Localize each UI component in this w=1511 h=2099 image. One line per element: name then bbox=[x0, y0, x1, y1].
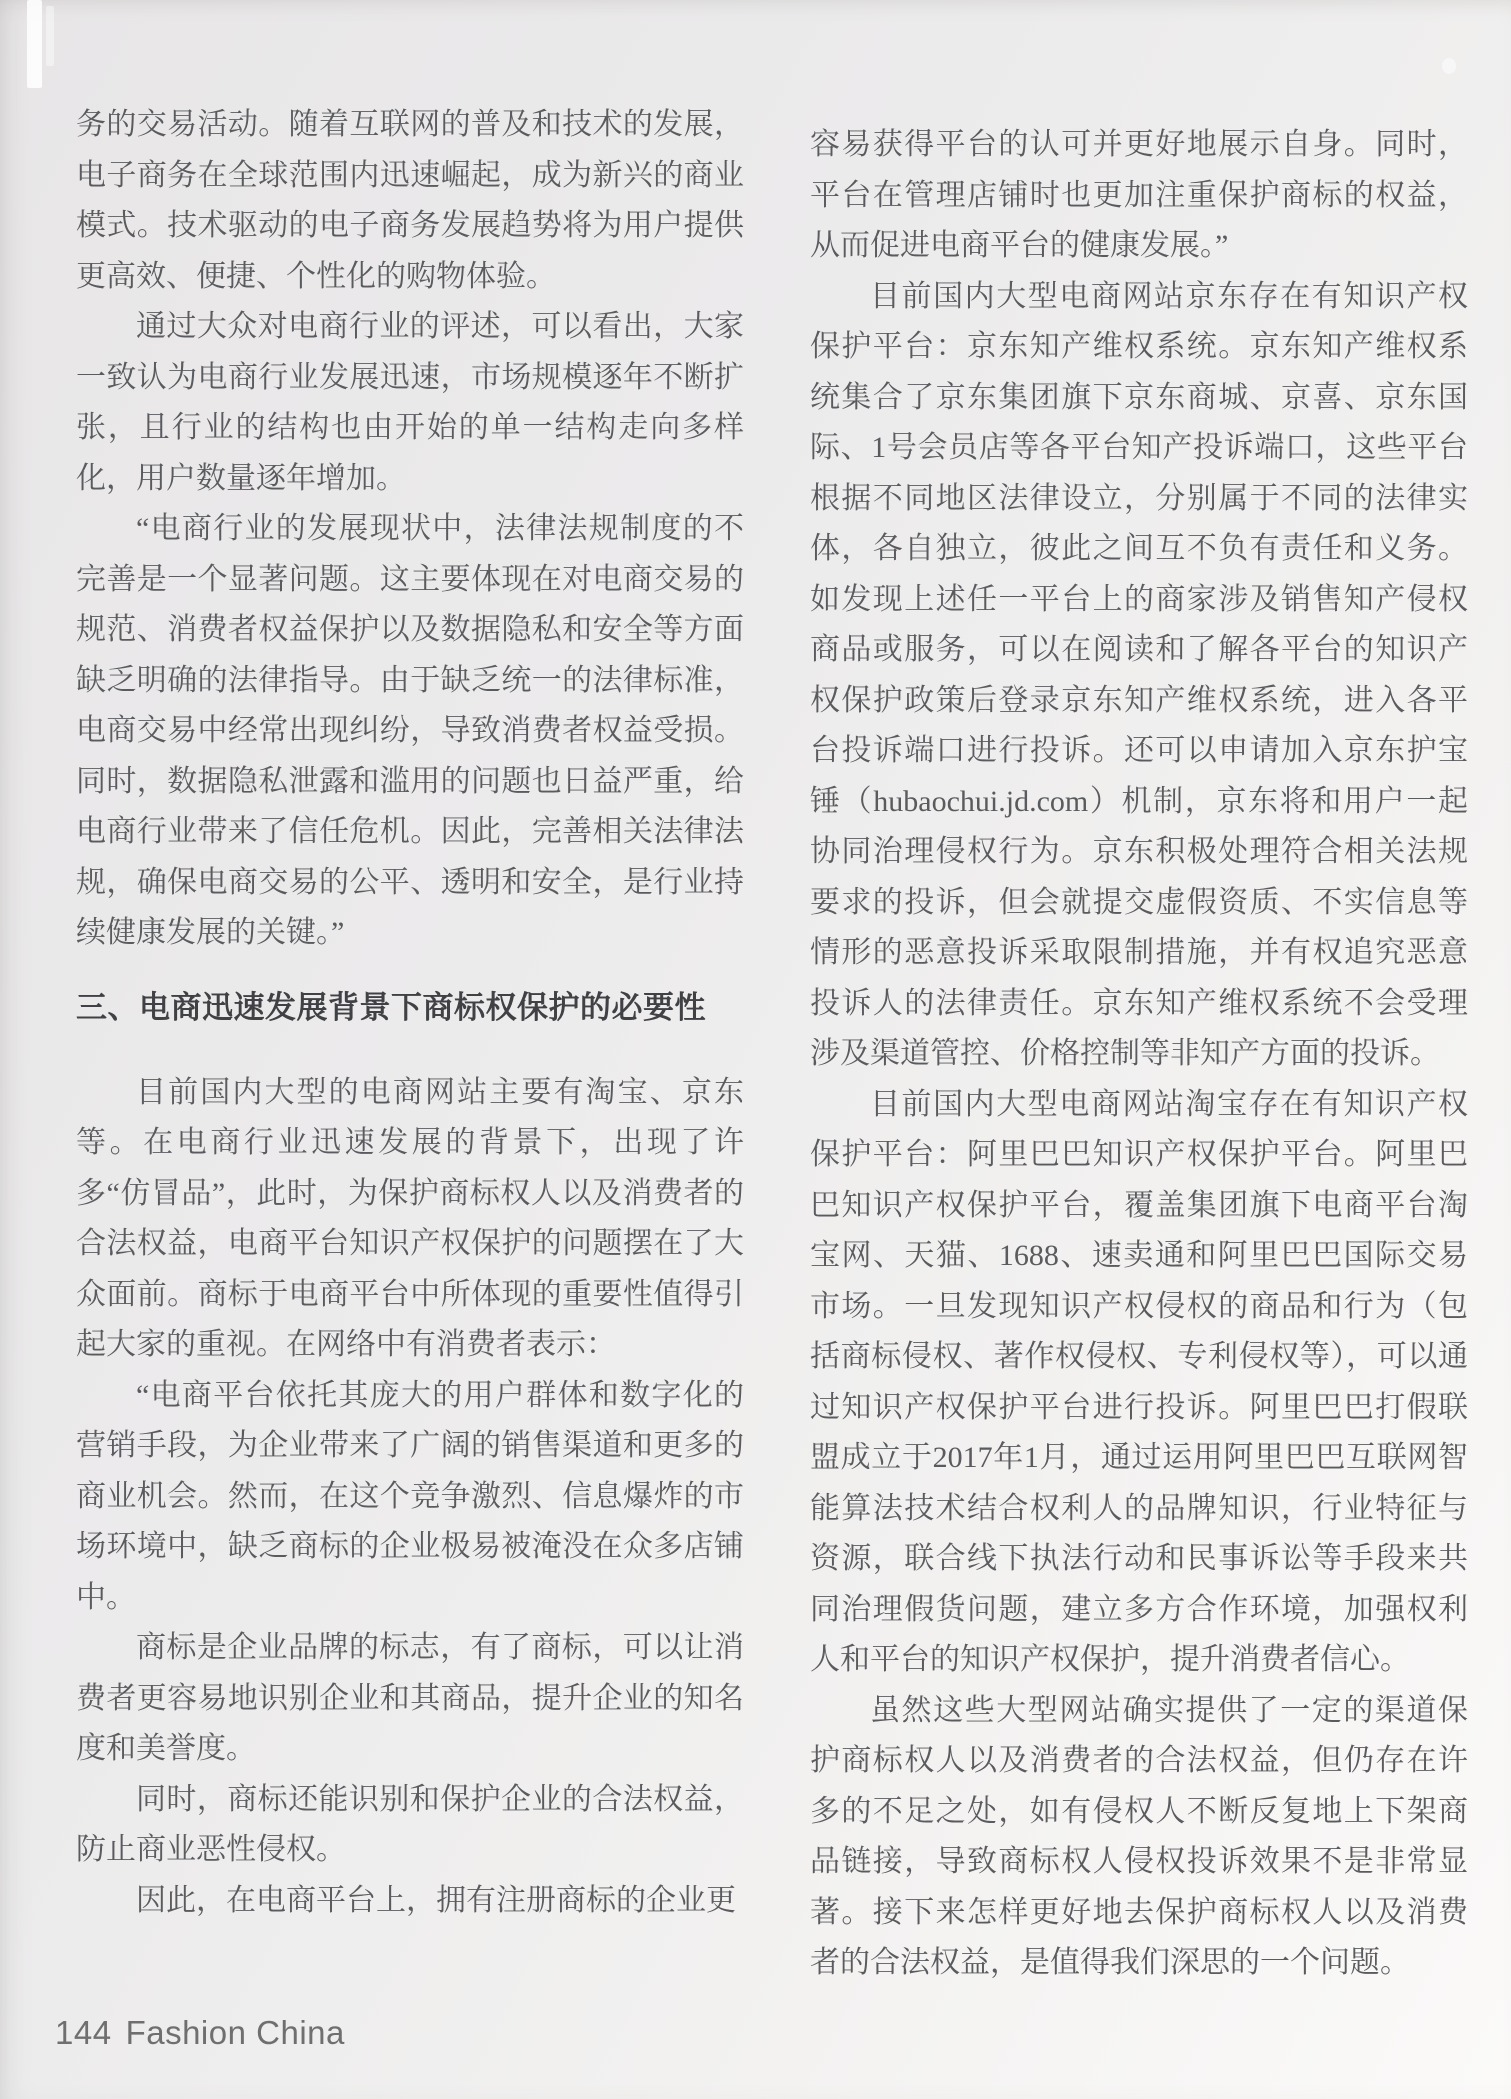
page-number: 144 bbox=[55, 2014, 112, 2051]
paragraph: 虽然这些大型网站确实提供了一定的渠道保护商标权人以及消费者的合法权益，但仍存在许多的不足之处，如有侵权人不断反复地上下架商品链接，导致商标权人侵权投诉效果不是非常显著。接下来怎样更好地去保护商标权人以及消费者的合法权益，是值得我们深思的一个问题。 bbox=[810, 1693, 1468, 1979]
paragraph: “电商行业的发展现状中，法律法规制度的不完善是一个显著问题。这主要体现在对电商交易的规范、消费者权益保护以及数据隐私和安全等方面缺乏明确的法律指导。由于缺乏统一的法律标准，电商交易中经常出现纠纷，导致消费者权益受损。同时，数据隐私泄露和滥用的问题也日益严重，给电商行业带来了信任危机。因此，完善相关法律法规，确保电商交易的公平、透明和安全，是行业持续健康发展的关键。” bbox=[76, 512, 744, 949]
left-column bbox=[76, 100, 744, 1926]
paragraph: 因此，在电商平台上，拥有注册商标的企业更 bbox=[136, 1883, 736, 1917]
journal-name: Fashion China bbox=[125, 2014, 345, 2051]
paragraph: 目前国内大型电商网站京东存在有知识产权保护平台：京东知产维权系统。京东知产维权系统集合了京东集团旗下京东商城、京喜、京东国际、1号会员店等各平台知产投诉端口，这些平台根据不同地区法律设立，分别属于不同的法律实体，各自独立，彼此之间互不负有责任和义务。如发现上述任一平台上的商家涉及销售知产侵权商品或服务，可以在阅读和了解各平台的知识产权保护政策后登录京东知产维权系统，进入各平台投诉端口进行投诉。还可以申请加入京东护宝锤（hubaochui.jd.com）机制，京东将和用户一起协同治理侵权行为。京东积极处理符合相关法规要求的投诉，但会就提交虚假资质、不实信息等情形的恶意投诉采取限制措施，并有权追究恶意投诉人的法律责任。京东知产维权系统不会受理涉及渠道管控、价格控制等非知产方面的投诉。 bbox=[810, 279, 1468, 1070]
paragraph: 目前国内大型的电商网站主要有淘宝、京东等。在电商行业迅速发展的背景下，出现了许多“仿冒品”，此时，为保护商标权人以及消费者的合法权益，电商平台知识产权保护的问题摆在了大众面前。商标于电商平台中所体现的重要性值得引起大家的重视。在网络中有消费者表示： bbox=[76, 1075, 744, 1361]
section-heading: 三、电商迅速发展背景下商标权保护的必要性 bbox=[76, 989, 706, 1025]
page-footer bbox=[55, 2014, 345, 2052]
scan-artifact bbox=[46, 6, 54, 66]
paragraph: 容易获得平台的认可并更好地展示自身。同时，平台在管理店铺时也更加注重保护商标的权益，从而促进电商平台的健康发展。” bbox=[810, 128, 1468, 262]
paragraph: 通过大众对电商行业的评述，可以看出，大家一致认为电商行业发展迅速，市场规模逐年不断扩张，且行业的结构也由开始的单一结构走向多样化，用户数量逐年增加。 bbox=[76, 310, 744, 495]
paragraph: 目前国内大型电商网站淘宝存在有知识产权保护平台：阿里巴巴知识产权保护平台。阿里巴巴知识产权保护平台，覆盖集团旗下电商平台淘宝网、天猫、1688、速卖通和阿里巴巴国际交易市场。一旦发现知识产权侵权的商品和行为（包括商标侵权、著作权侵权、专利侵权等），可以通过知识产权保护平台进行投诉。阿里巴巴打假联盟成立于2017年1月，通过运用阿里巴巴互联网智能算法技术结合权利人的品牌知识，行业特征与资源，联合线下执法行动和民事诉讼等手段来共同治理假货问题，建立多方合作环境，加强权利人和平台的知识产权保护，提升消费者信心。 bbox=[810, 1087, 1468, 1676]
right-column bbox=[810, 120, 1468, 1989]
scan-artifact bbox=[1442, 58, 1456, 74]
scan-artifact bbox=[27, 0, 42, 88]
paragraph: 商标是企业品牌的标志，有了商标，可以让消费者更容易地识别企业和其商品，提升企业的知名度和美誉度。 bbox=[76, 1631, 744, 1765]
paragraph: 务的交易活动。随着互联网的普及和技术的发展，电子商务在全球范围内迅速崛起，成为新兴的商业模式。技术驱动的电子商务发展趋势将为用户提供更高效、便捷、个性化的购物体验。 bbox=[76, 108, 744, 293]
paragraph: 同时，商标还能识别和保护企业的合法权益，防止商业恶性侵权。 bbox=[76, 1782, 744, 1866]
paragraph: “电商平台依托其庞大的用户群体和数字化的营销手段，为企业带来了广阔的销售渠道和更多的商业机会。然而，在这个竞争激烈、信息爆炸的市场环境中，缺乏商标的企业极易被淹没在众多店铺中。 bbox=[76, 1378, 744, 1614]
